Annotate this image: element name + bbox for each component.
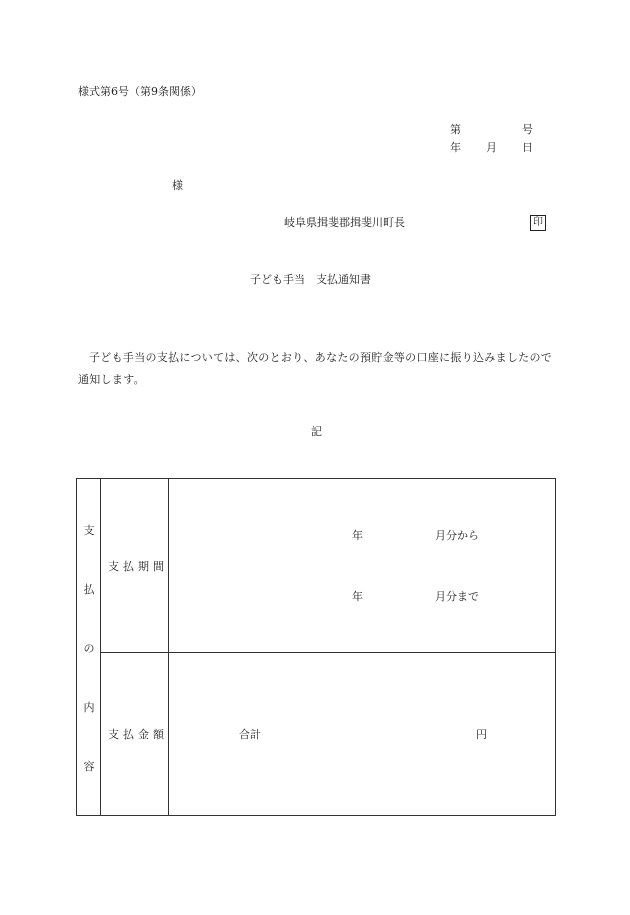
issuer-name: 岐阜県揖斐郡揖斐川町長 [284, 216, 405, 229]
period-from-year: 年 [352, 529, 363, 542]
body-text: 子ども手当の支払については、次のとおり、あなたの預貯金等の口座に振り込みましたので通知します。 [78, 351, 553, 386]
date-day: 日 [522, 141, 533, 154]
table-row-divider [100, 652, 555, 653]
period-to-year: 年 [352, 590, 363, 603]
side-header-char: 払 [83, 583, 95, 596]
period-to-month: 月分まで [435, 590, 479, 603]
document-title: 子ども手当 支払通知書 [250, 273, 371, 286]
period-from-month: 月分から [435, 529, 479, 542]
amount-label: 支払金額 [108, 728, 168, 741]
side-header-char: の [83, 642, 95, 655]
ki-label: 記 [311, 425, 322, 438]
seal-mark: 印 [530, 215, 546, 231]
yen-label: 円 [476, 728, 487, 741]
period-label: 支払期間 [108, 560, 168, 573]
side-header-char: 内 [83, 701, 95, 714]
table-divider-2 [168, 479, 169, 815]
doc-number-go: 号 [522, 123, 533, 136]
date-month: 月 [486, 141, 497, 154]
total-label: 合計 [239, 728, 261, 741]
addressee-suffix: 様 [172, 179, 183, 192]
side-header-char: 容 [83, 760, 95, 773]
date-year: 年 [450, 141, 461, 154]
side-header-char: 支 [83, 524, 95, 537]
doc-number-dai: 第 [450, 123, 461, 136]
payment-details-table [76, 478, 556, 816]
form-number: 様式第6号（第9条関係） [78, 85, 202, 98]
